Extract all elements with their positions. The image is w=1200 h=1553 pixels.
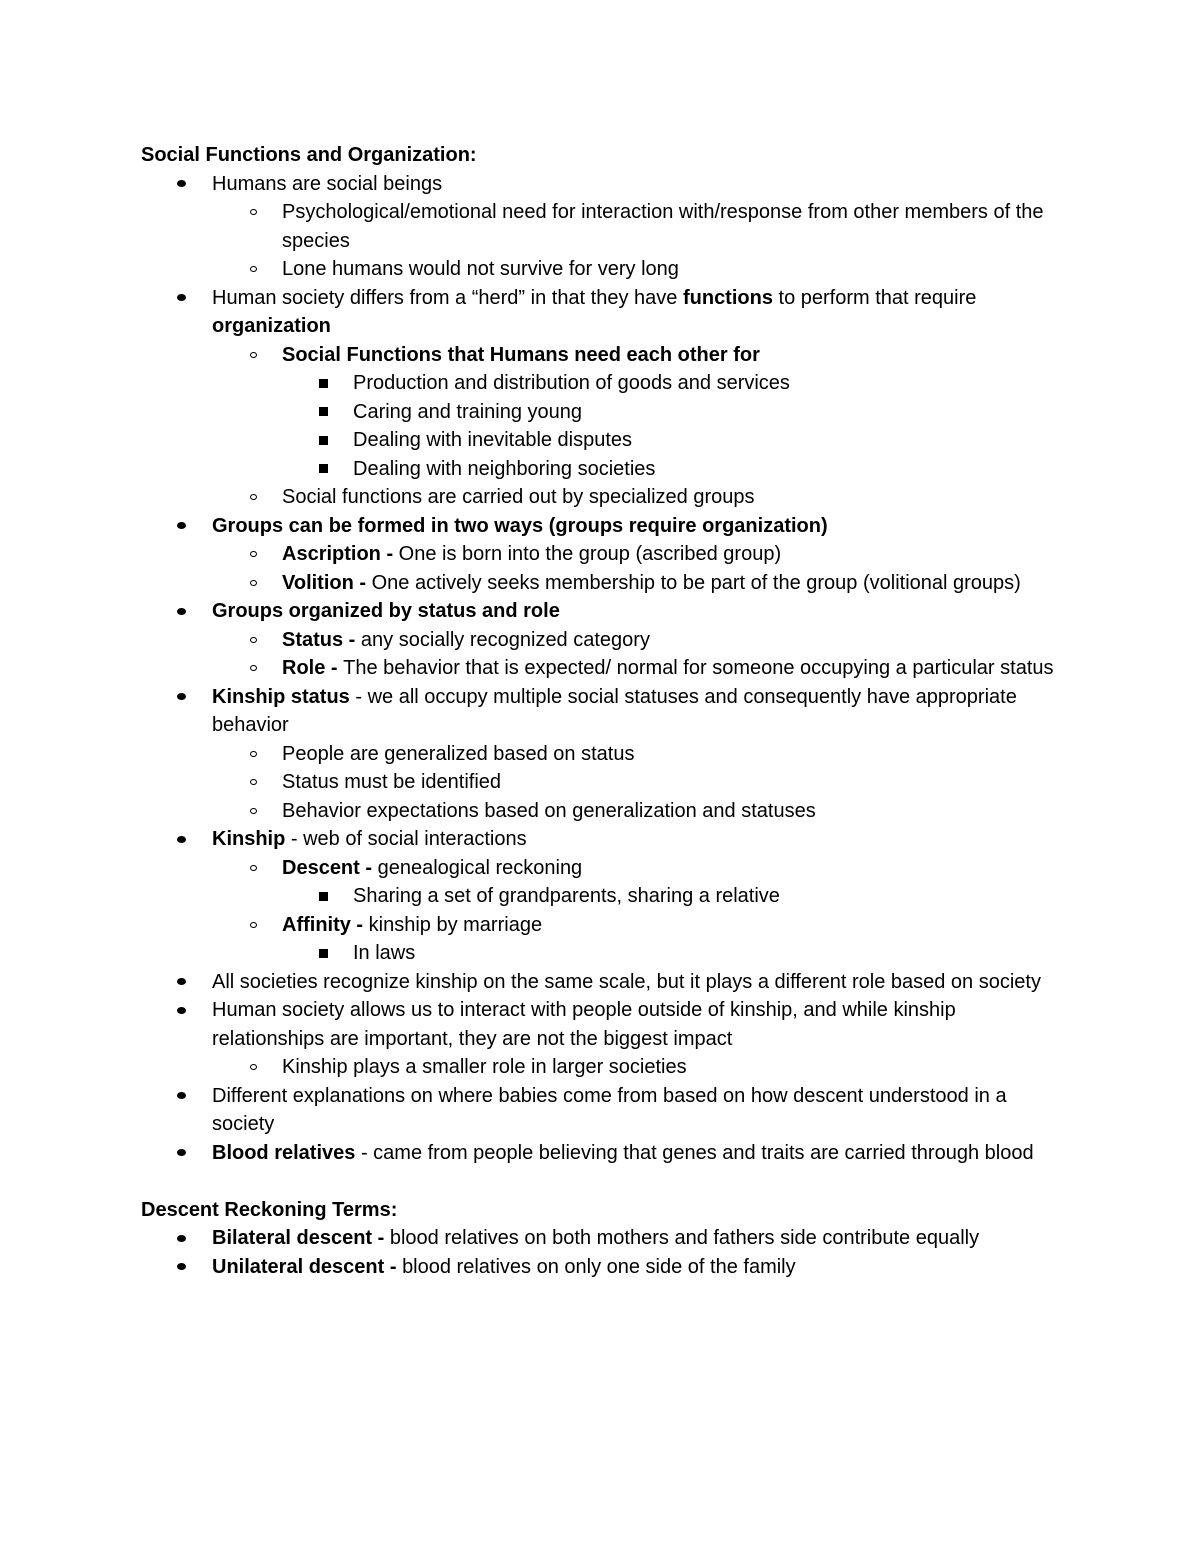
bullet-square-icon [313,939,333,968]
bullet-circle-icon [243,198,263,227]
list-item: Production and distribution of goods and services [141,369,1061,398]
bullet-circle-icon [243,569,263,598]
list-item: Psychological/emotional need for interaction with/response from other members of the species [141,198,1061,255]
bullet-square-icon [313,455,333,484]
bullet-circle-icon [243,740,263,769]
bullet-circle-icon [243,911,263,940]
list-item: Social functions are carried out by specialized groups [141,483,1061,512]
bullet-circle-icon [243,341,263,370]
bullet-circle-icon [243,768,263,797]
list-item: Kinship status - we all occupy multiple social statuses and consequently have appropriate behavior [141,683,1061,740]
list-item: Status - any socially recognized category [141,626,1061,655]
bullet-dot-icon [171,170,191,199]
list-item: Behavior expectations based on generalization and statuses [141,797,1061,826]
bullet-dot-icon [171,1082,191,1111]
document-page [141,141,1061,1281]
list-item: All societies recognize kinship on the same scale, but it plays a different role based on society [141,968,1061,997]
list-item: Descent - genealogical reckoning [141,854,1061,883]
social-functions-list [141,170,1061,1168]
bullet-dot-icon [171,968,191,997]
list-item: Social Functions that Humans need each other for [141,341,1061,370]
bullet-circle-icon [243,797,263,826]
list-item: Human society allows us to interact with people outside of kinship, and while kinship relationships are important, they are not the biggest impact [141,996,1061,1053]
list-item: Caring and training young [141,398,1061,427]
list-item: Humans are social beings [141,170,1061,199]
bullet-circle-icon [243,654,263,683]
bullet-dot-icon [171,1253,191,1282]
list-item: Human society differs from a “herd” in that they have functions to perform that require organization [141,284,1061,341]
list-item: In laws [141,939,1061,968]
list-item: Volition - One actively seeks membership to be part of the group (volitional groups) [141,569,1061,598]
list-item: Unilateral descent - blood relatives on only one side of the family [141,1253,1061,1282]
bullet-square-icon [313,882,333,911]
list-item: Ascription - One is born into the group (ascribed group) [141,540,1061,569]
list-item: Role - The behavior that is expected/ normal for someone occupying a particular status [141,654,1061,683]
section-heading-social-functions: Social Functions and Organization: [141,144,477,166]
list-item: Lone humans would not survive for very long [141,255,1061,284]
list-item: People are generalized based on status [141,740,1061,769]
bullet-dot-icon [171,683,191,712]
list-item: Groups can be formed in two ways (groups require organization) [141,512,1061,541]
list-item: Sharing a set of grandparents, sharing a relative [141,882,1061,911]
bullet-circle-icon [243,1053,263,1082]
bullet-dot-icon [171,597,191,626]
bullet-circle-icon [243,626,263,655]
bullet-dot-icon [171,996,191,1025]
bullet-dot-icon [171,1224,191,1253]
list-item: Dealing with neighboring societies [141,455,1061,484]
bullet-circle-icon [243,854,263,883]
bullet-circle-icon [243,540,263,569]
list-item: Blood relatives - came from people believing that genes and traits are carried through blood [141,1139,1061,1168]
list-item: Different explanations on where babies come from based on how descent understood in a society [141,1082,1061,1139]
bullet-dot-icon [171,284,191,313]
bullet-dot-icon [171,512,191,541]
bullet-circle-icon [243,255,263,284]
list-item: Kinship - web of social interactions [141,825,1061,854]
list-item: Bilateral descent - blood relatives on both mothers and fathers side contribute equally [141,1224,1061,1253]
bullet-square-icon [313,369,333,398]
bullet-dot-icon [171,825,191,854]
section-heading-descent-terms: Descent Reckoning Terms: [141,1198,398,1221]
descent-terms-list [141,1224,1061,1281]
list-item: Status must be identified [141,768,1061,797]
blank-line [141,1167,1061,1196]
bullet-square-icon [313,398,333,427]
bullet-circle-icon [243,483,263,512]
list-item: Kinship plays a smaller role in larger societies [141,1053,1061,1082]
bullet-square-icon [313,426,333,455]
list-item: Dealing with inevitable disputes [141,426,1061,455]
bullet-dot-icon [171,1139,191,1168]
list-item: Affinity - kinship by marriage [141,911,1061,940]
list-item: Groups organized by status and role [141,597,1061,626]
